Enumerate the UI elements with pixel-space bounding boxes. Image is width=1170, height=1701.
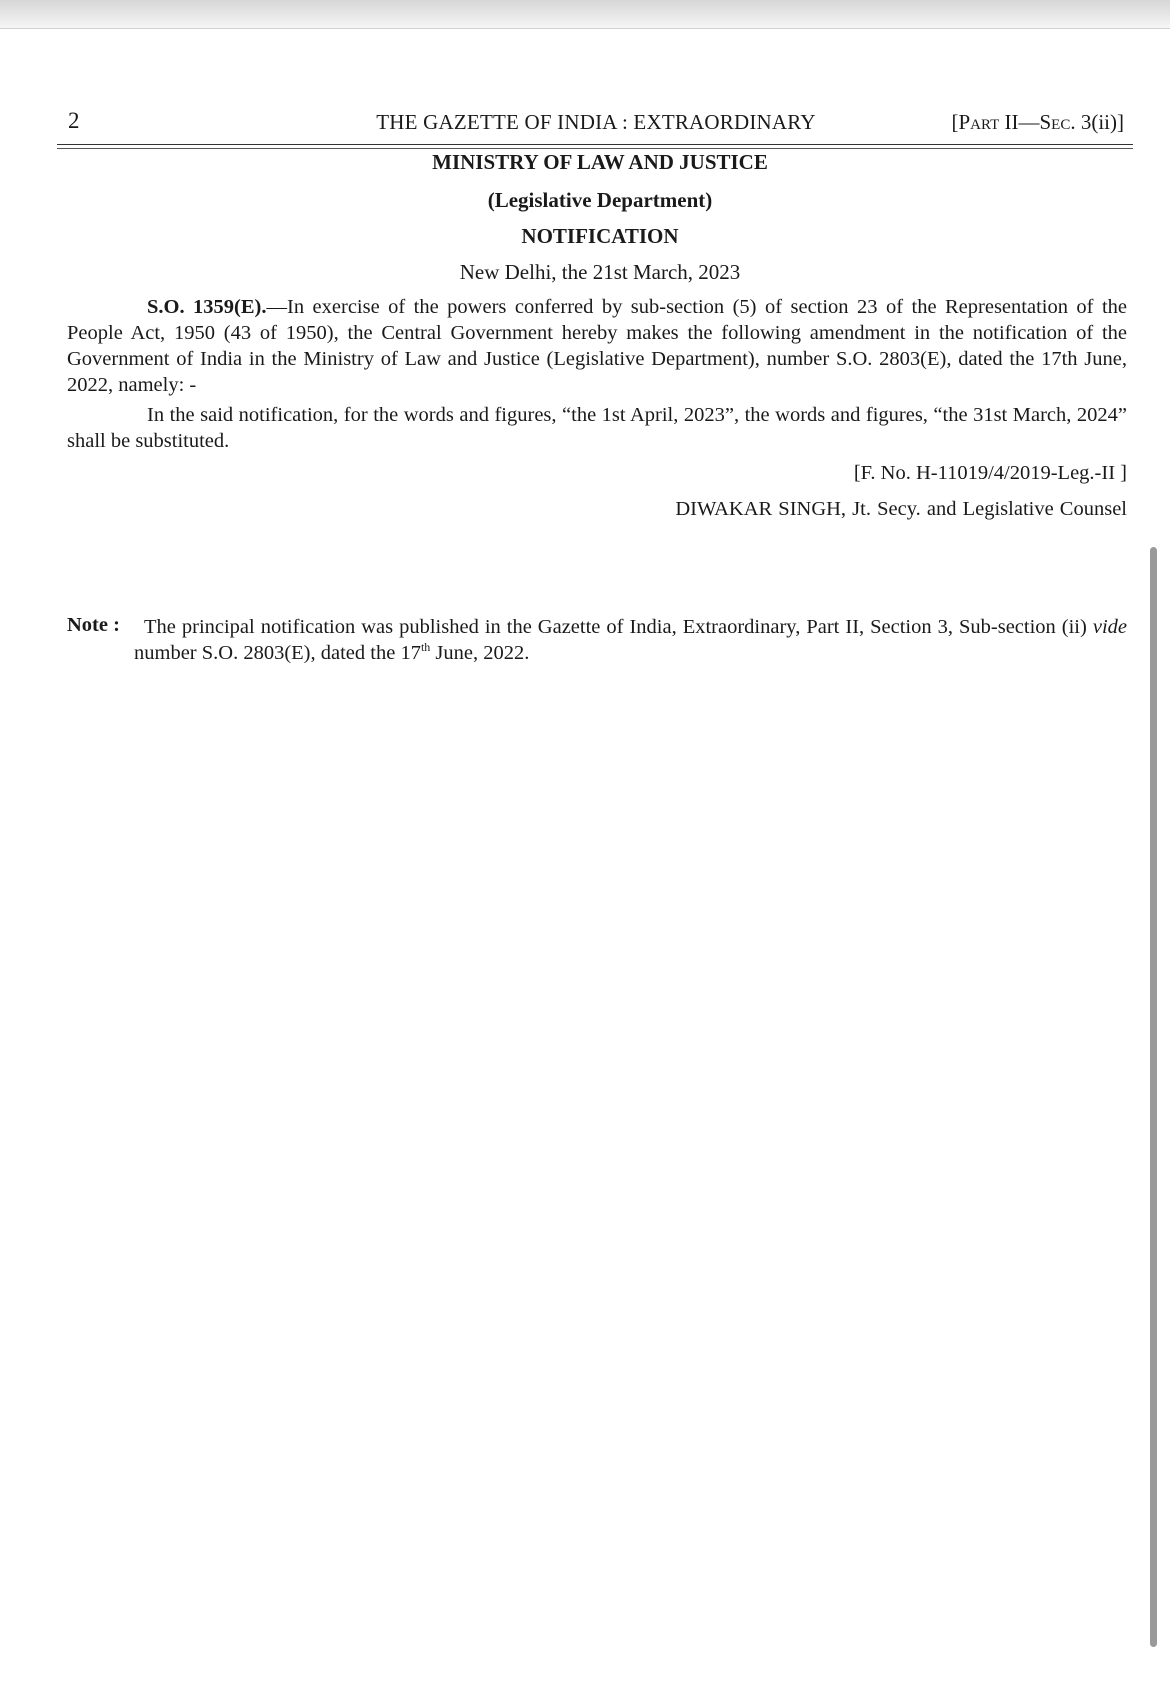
amendment-paragraph <box>67 402 1127 454</box>
scrollbar-thumb[interactable] <box>1150 547 1157 1647</box>
note-label: Note : <box>67 614 120 636</box>
ministry-heading: MINISTRY OF LAW AND JUSTICE <box>432 150 768 174</box>
page-number: 2 <box>68 108 80 133</box>
order-text: —In exercise of the powers conferred by sub-section (5) of section 23 of the Representation of the People Act, 1950 (43 of 1950), the Central Government hereby makes the following amendment in the notification of the Government of India in the Ministry of Law and Justice (Legislative Department), number S.O. 2803(E), dated the 17th June, 2022, namely: - <box>67 296 1127 396</box>
header-rule <box>57 144 1133 145</box>
note-text: The principal notification was published in the Gazette of India, Extraordinary, Part II, Section 3, Sub-section (ii) vide number S.O. 2803(E), dated the 17th June, 2022. <box>134 616 1127 664</box>
header-rule-double <box>57 148 1133 149</box>
gazette-page <box>0 28 1170 1701</box>
file-number: [F. No. H-11019/4/2019-Leg.-II ] <box>853 462 1127 484</box>
amendment-text: In the said notification, for the words and figures, “the 1st April, 2023”, the words and figures, “the 31st March, 2024” shall be substituted. <box>67 404 1127 452</box>
gazette-title: THE GAZETTE OF INDIA : EXTRAORDINARY <box>376 110 816 134</box>
part-section-label: [Part II—Sec. 3(ii)] <box>951 110 1124 134</box>
signatory: DIWAKAR SINGH, Jt. Secy. and Legislative Counsel <box>675 498 1127 520</box>
running-header <box>60 108 1132 142</box>
place-date: New Delhi, the 21st March, 2023 <box>459 260 741 284</box>
order-number: S.O. 1359(E). <box>147 296 267 318</box>
order-paragraph <box>67 294 1127 398</box>
notification-heading: NOTIFICATION <box>521 224 679 248</box>
viewer-top-bar <box>0 0 1170 29</box>
department-heading: (Legislative Department) <box>487 188 713 212</box>
